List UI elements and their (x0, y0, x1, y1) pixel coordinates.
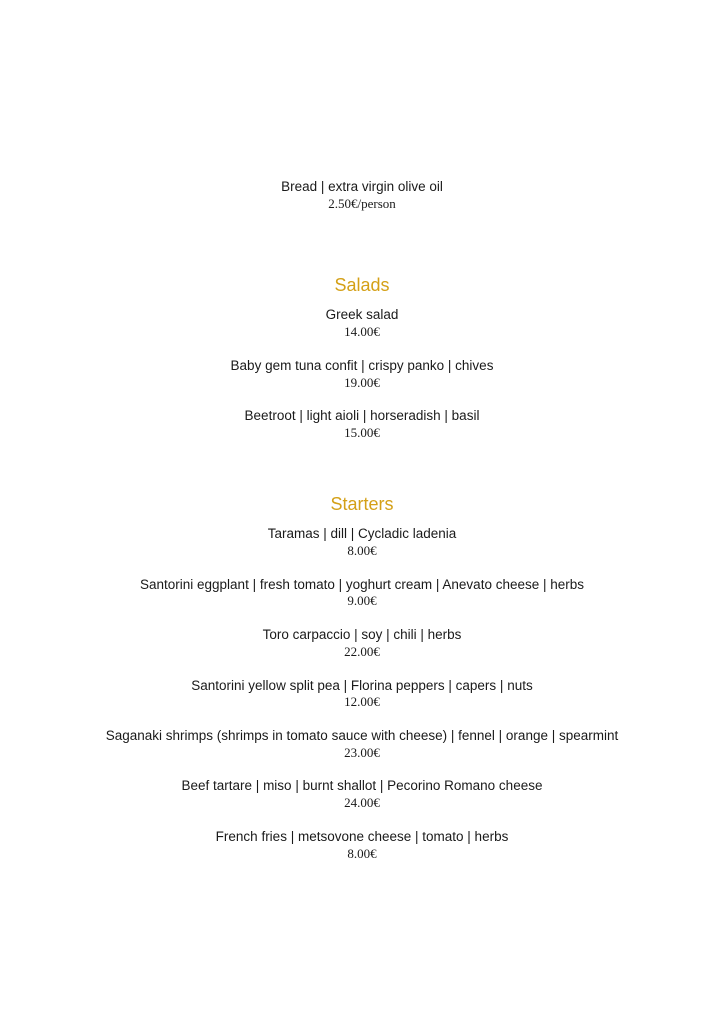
menu-item-price: 9.00€ (347, 593, 377, 608)
menu-item-price: 19.00€ (344, 375, 380, 390)
bread-item-price: 2.50€/person (328, 196, 396, 211)
menu-item-name: Santorini eggplant | fresh tomato | yoghurt cream | Anevato cheese | herbs (139, 577, 585, 592)
menu-item-name: French fries | metsovone cheese | tomato | herbs (215, 829, 509, 844)
menu-item-price: 14.00€ (344, 324, 380, 339)
menu-item-name: Beetroot | light aioli | horseradish | basil (244, 408, 480, 423)
menu-item-price: 8.00€ (347, 543, 377, 558)
menu-item-name: Santorini yellow split pea | Florina peppers | capers | nuts (191, 678, 533, 693)
menu-item-price: 23.00€ (344, 745, 380, 760)
menu-item-price: 22.00€ (344, 644, 380, 659)
menu-item-price: 12.00€ (344, 694, 380, 709)
bread-item-name: Bread | extra virgin olive oil (281, 179, 443, 194)
menu-item-price: 24.00€ (344, 795, 380, 810)
menu-item-price: 15.00€ (344, 425, 380, 440)
menu-item-name: Taramas | dill | Cycladic ladenia (267, 526, 457, 541)
menu-item-name: Baby gem tuna confit | crispy panko | chives (230, 358, 494, 373)
menu-item-price: 8.00€ (347, 846, 377, 861)
section-title-starters: Starters (330, 494, 394, 514)
menu-item-name: Greek salad (325, 307, 399, 322)
menu-item-name: Beef tartare | miso | burnt shallot | Pecorino Romano cheese (181, 778, 543, 793)
section-title-salads: Salads (334, 275, 390, 295)
menu-item-name: Toro carpaccio | soy | chili | herbs (262, 627, 462, 642)
menu-item-name: Saganaki shrimps (shrimps in tomato sauce with cheese) | fennel | orange | spearmint (105, 728, 619, 743)
